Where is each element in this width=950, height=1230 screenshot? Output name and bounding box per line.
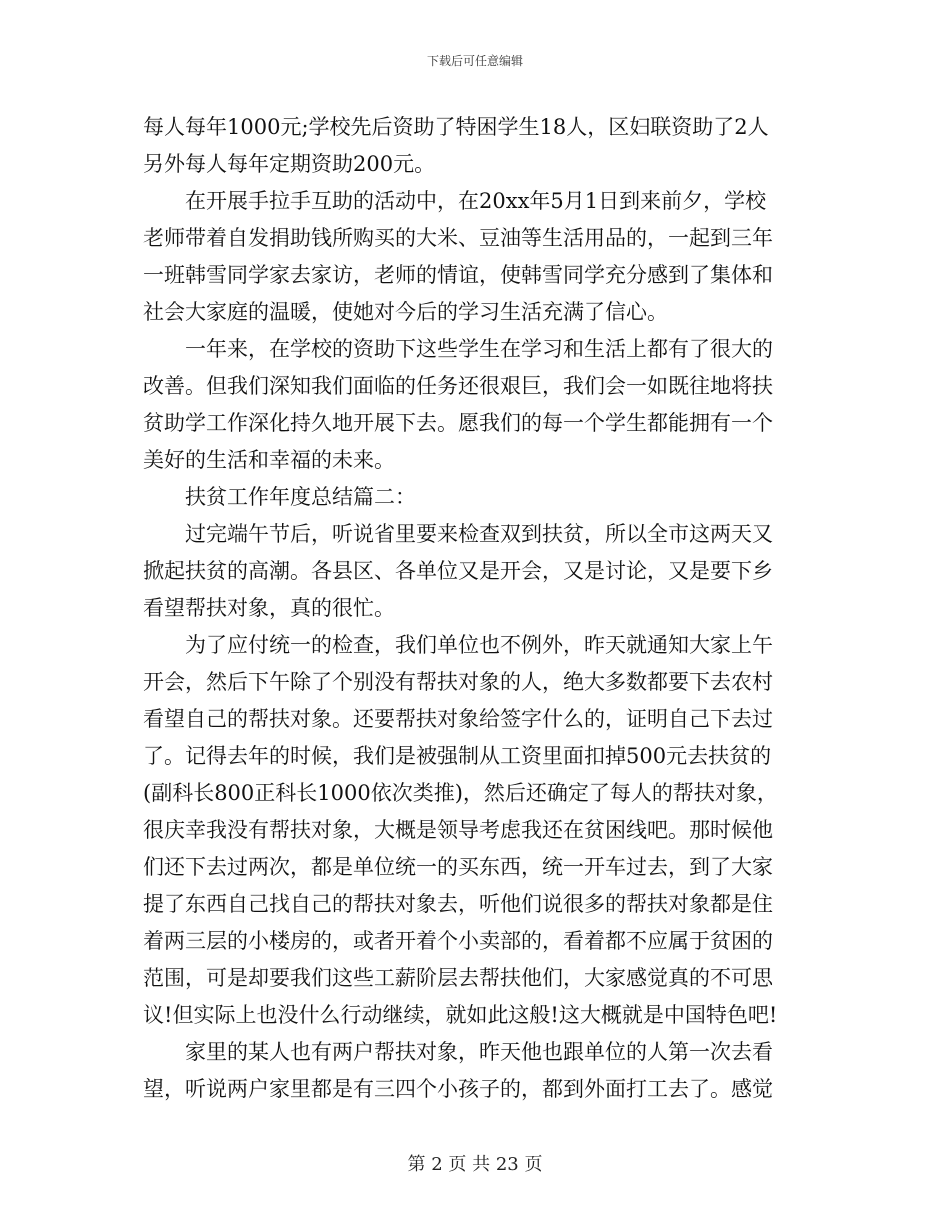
text-line: 另外每人每年定期资助200元。 xyxy=(143,152,436,176)
text-line: 改善。但我们深知我们面临的任务还很艰巨，我们会一如既往地将扶 xyxy=(143,374,773,398)
text-line: 社会大家庭的温暖，使她对今后的学习生活充满了信心。 xyxy=(143,300,668,324)
text-line: 老师带着自发捐助钱所购买的大米、豆油等生活用品的，一起到三年 xyxy=(143,226,773,250)
text-line: 掀起扶贫的高潮。各县区、各单位又是开会，又是讨论，又是要下乡 xyxy=(143,559,773,583)
page-number-footer: 第 2 页 共 23 页 xyxy=(407,1154,543,1175)
text-line: 议!但实际上也没什么行动继续，就如此这般!这大概就是中国特色吧! xyxy=(143,1003,778,1027)
document-body xyxy=(143,109,803,1108)
text-line: 提了东西自己找自己的帮扶对象去，听他们说很多的帮扶对象都是住 xyxy=(143,892,773,916)
text-line: 在开展手拉手互助的活动中，在20xx年5月1日到来前夕，学校 xyxy=(143,189,767,213)
text-line: 一班韩雪同学家去家访，老师的情谊，使韩雪同学充分感到了集体和 xyxy=(143,263,773,287)
text-line: (副科长800正科长1000依次类推)，然后还确定了每人的帮扶对象， xyxy=(143,781,778,805)
text-line: 一年来，在学校的资助下这些学生在学习和生活上都有了很大的 xyxy=(143,337,773,361)
text-line: 了。记得去年的时候，我们是被强制从工资里面扣掉500元去扶贫的 xyxy=(143,744,772,768)
text-line: 看望自己的帮扶对象。还要帮扶对象给签字什么的，证明自己下去过 xyxy=(143,707,773,731)
text-line: 家里的某人也有两户帮扶对象，昨天他也跟单位的人第一次去看 xyxy=(143,1040,773,1064)
text-line: 美好的生活和幸福的未来。 xyxy=(143,448,395,472)
text-line: 过完端午节后，听说省里要来检查双到扶贫，所以全市这两天又 xyxy=(143,522,773,546)
text-line: 开会，然后下午除了个别没有帮扶对象的人，绝大多数都要下去农村 xyxy=(143,670,773,694)
text-line: 每人每年1000元;学校先后资助了特困学生18人，区妇联资助了2人 xyxy=(143,115,769,139)
text-line: 看望帮扶对象，真的很忙。 xyxy=(143,596,395,620)
text-line: 为了应付统一的检查，我们单位也不例外，昨天就通知大家上午 xyxy=(143,633,773,657)
section-heading: 扶贫工作年度总结篇二： xyxy=(143,485,416,509)
text-line: 着两三层的小楼房的，或者开着个小卖部的，看着都不应属于贫困的 xyxy=(143,929,773,953)
text-line: 望，听说两户家里都是有三四个小孩子的，都到外面打工去了。感觉 xyxy=(143,1077,773,1101)
text-line: 范围，可是却要我们这些工薪阶层去帮扶他们，大家感觉真的不可思 xyxy=(143,966,773,990)
text-line: 贫助学工作深化持久地开展下去。愿我们的每一个学生都能拥有一个 xyxy=(143,411,773,435)
page-header: 下载后可任意编辑 xyxy=(426,54,523,68)
text-line: 很庆幸我没有帮扶对象，大概是领导考虑我还在贫困线吧。那时候他 xyxy=(143,818,773,842)
text-line: 们还下去过两次，都是单位统一的买东西，统一开车过去，到了大家 xyxy=(143,855,773,879)
